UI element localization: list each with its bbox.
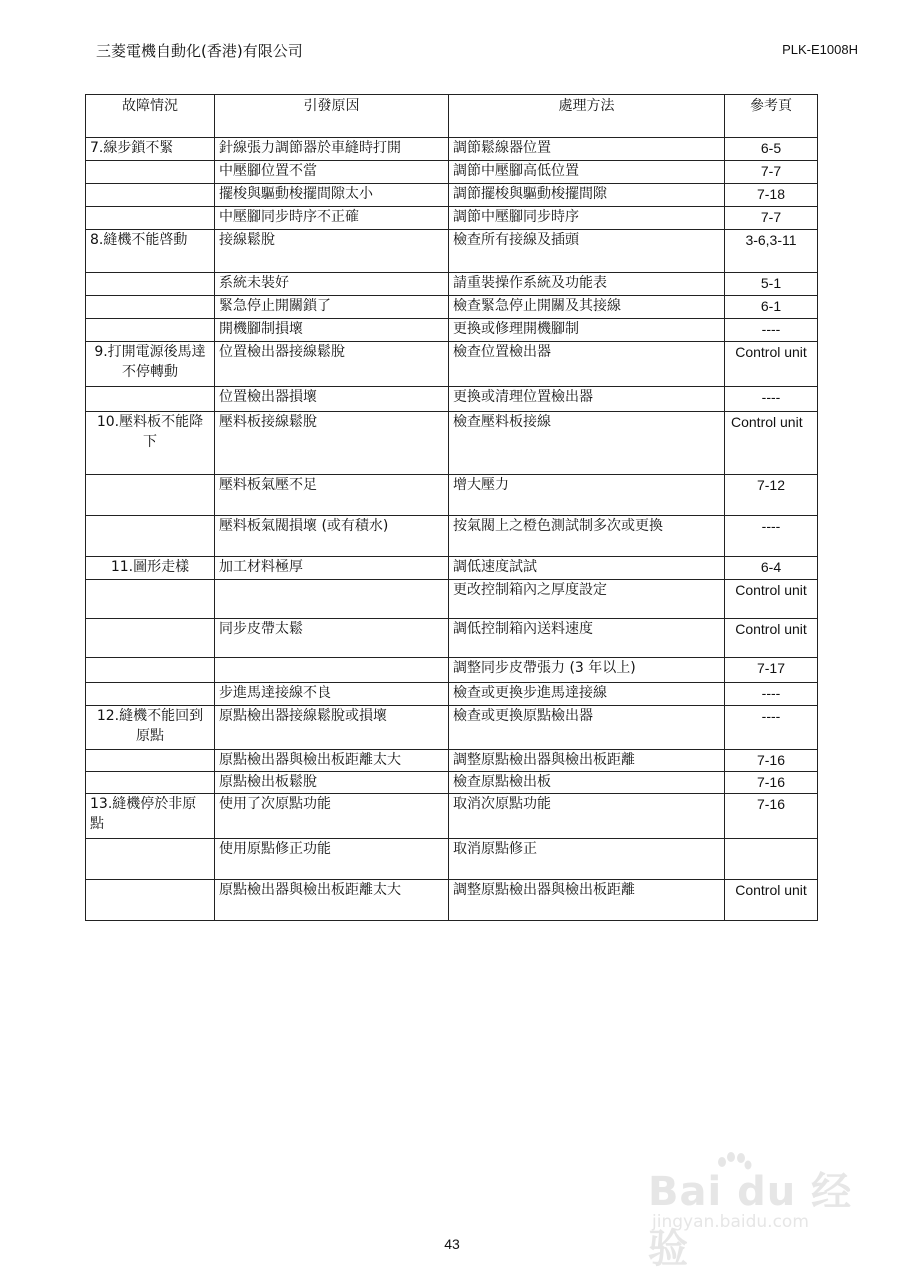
cause-cell: 針線張力調節器於車縫時打開 [215,138,449,161]
reference-cell: 7-7 [725,161,818,184]
table-row [86,706,818,750]
action-cell: 增大壓力 [449,475,725,516]
cause-cell: 原點檢出器與檢出板距離太大 [215,880,449,921]
fault-cell: 8.縫機不能啓動 [86,230,215,273]
fault-cell [86,619,215,658]
cause-cell: 原點檢出器與檢出板距離太大 [215,750,449,772]
reference-cell: 6-4 [725,557,818,580]
fault-cell [86,750,215,772]
company-name: 三菱電機自動化(香港)有限公司 [96,42,303,60]
reference-cell: 7-16 [725,750,818,772]
fault-cell [86,880,215,921]
fault-cell [86,772,215,794]
reference-cell: 7-17 [725,658,818,683]
table-row [86,658,818,683]
action-cell: 調節中壓腳同步時序 [449,207,725,230]
paw-icon [714,1152,754,1186]
page-number: 43 [444,1236,460,1252]
reference-cell: 7-18 [725,184,818,207]
cause-cell: 接線鬆脫 [215,230,449,273]
fault-cell [86,683,215,706]
reference-cell: ---- [725,319,818,342]
reference-cell: Control unit [725,412,818,475]
cause-cell: 同步皮帶太鬆 [215,619,449,658]
action-cell: 調低控制箱內送料速度 [449,619,725,658]
table-row [86,619,818,658]
table-row [86,296,818,319]
reference-cell: 6-5 [725,138,818,161]
cause-cell: 使用了次原點功能 [215,794,449,839]
action-cell: 取消次原點功能 [449,794,725,839]
action-cell: 調節中壓腳高低位置 [449,161,725,184]
action-cell: 檢查或更換步進馬達接線 [449,683,725,706]
reference-cell: Control unit [725,880,818,921]
cause-cell: 中壓腳位置不當 [215,161,449,184]
fault-cell [86,580,215,619]
reference-cell: 5-1 [725,273,818,296]
action-cell: 檢查位置檢出器 [449,342,725,387]
troubleshooting-table [85,94,818,921]
cause-cell: 使用原點修正功能 [215,839,449,880]
action-cell: 更改控制箱內之厚度設定 [449,580,725,619]
table-row [86,772,818,794]
cause-cell: 壓料板氣壓不足 [215,475,449,516]
reference-cell: ---- [725,683,818,706]
table-row [86,387,818,412]
action-cell: 調整原點檢出器與檢出板距離 [449,880,725,921]
reference-cell: 3-6,3-11 [725,230,818,273]
reference-cell: 7-16 [725,772,818,794]
table-row [86,342,818,387]
fault-cell [86,658,215,683]
fault-cell [86,387,215,412]
fault-cell [86,161,215,184]
action-cell: 調整原點檢出器與檢出板距離 [449,750,725,772]
reference-cell: Control unit [725,580,818,619]
fault-cell [86,273,215,296]
action-cell: 調整同步皮帶張力 (3 年以上) [449,658,725,683]
fault-cell [86,475,215,516]
action-cell: 檢查原點檢出板 [449,772,725,794]
action-cell: 請重裝操作系統及功能表 [449,273,725,296]
header-reference: 參考頁 [725,95,818,138]
watermark-logo-text: Bai du 经验 [648,1169,853,1272]
fault-cell [86,839,215,880]
cause-cell: 壓料板接線鬆脫 [215,412,449,475]
table-row [86,683,818,706]
table-row [86,580,818,619]
table-row [86,839,818,880]
table-row [86,750,818,772]
table-row [86,273,818,296]
cause-cell: 中壓腳同步時序不正確 [215,207,449,230]
table-row [86,475,818,516]
reference-cell: ---- [725,516,818,557]
action-cell: 更換或修理開機腳制 [449,319,725,342]
reference-cell: Control unit [725,619,818,658]
action-cell: 更換或清理位置檢出器 [449,387,725,412]
fault-cell [86,184,215,207]
reference-cell [725,839,818,880]
cause-cell: 緊急停止開關鎖了 [215,296,449,319]
fault-cell: 7.線步鎖不緊 [86,138,215,161]
fault-cell [86,319,215,342]
cause-cell: 位置檢出器損壞 [215,387,449,412]
table-row [86,794,818,839]
action-cell: 檢查或更換原點檢出器 [449,706,725,750]
fault-cell [86,296,215,319]
table-row [86,319,818,342]
fault-cell [86,207,215,230]
table-row [86,161,818,184]
action-cell: 調低速度試試 [449,557,725,580]
table-row [86,880,818,921]
reference-cell: ---- [725,387,818,412]
fault-cell: 13.縫機停於非原點 [86,794,215,839]
table-row [86,230,818,273]
table-row [86,516,818,557]
reference-cell: 7-7 [725,207,818,230]
table-row [86,412,818,475]
cause-cell: 開機腳制損壞 [215,319,449,342]
cause-cell: 原點檢出板鬆脫 [215,772,449,794]
action-cell: 檢查緊急停止開關及其接線 [449,296,725,319]
table-row [86,184,818,207]
cause-cell [215,580,449,619]
header-cause: 引發原因 [215,95,449,138]
cause-cell: 加工材料極厚 [215,557,449,580]
action-cell: 按氣閥上之橙色測試制多次或更換 [449,516,725,557]
fault-cell: 9.打開電源後馬達不停轉動 [86,342,215,387]
cause-cell: 原點檢出器接線鬆脫或損壞 [215,706,449,750]
reference-cell: Control unit [725,342,818,387]
reference-cell: 7-16 [725,794,818,839]
cause-cell: 步進馬達接線不良 [215,683,449,706]
cause-cell: 擺梭與驅動梭擺間隙太小 [215,184,449,207]
action-cell: 調節擺梭與驅動梭擺間隙 [449,184,725,207]
cause-cell: 壓料板氣閥損壞 (或有積水) [215,516,449,557]
table-row [86,557,818,580]
fault-cell: 12.縫機不能回到原點 [86,706,215,750]
table-row [86,207,818,230]
fault-cell: 10.壓料板不能降下 [86,412,215,475]
cause-cell: 系統未裝好 [215,273,449,296]
header-action: 處理方法 [449,95,725,138]
table-row [86,138,818,161]
action-cell: 調節鬆線器位置 [449,138,725,161]
action-cell: 取消原點修正 [449,839,725,880]
reference-cell: ---- [725,706,818,750]
cause-cell [215,658,449,683]
reference-cell: 6-1 [725,296,818,319]
document-code: PLK-E1008H [782,42,858,57]
fault-cell: 11.圖形走樣 [86,557,215,580]
cause-cell: 位置檢出器接線鬆脫 [215,342,449,387]
action-cell: 檢查壓料板接線 [449,412,725,475]
header-fault: 故障情況 [86,95,215,138]
fault-cell [86,516,215,557]
table-header-row [86,95,818,138]
watermark-url: jingyan.baidu.com [652,1212,809,1232]
action-cell: 檢查所有接線及插頭 [449,230,725,273]
reference-cell: 7-12 [725,475,818,516]
